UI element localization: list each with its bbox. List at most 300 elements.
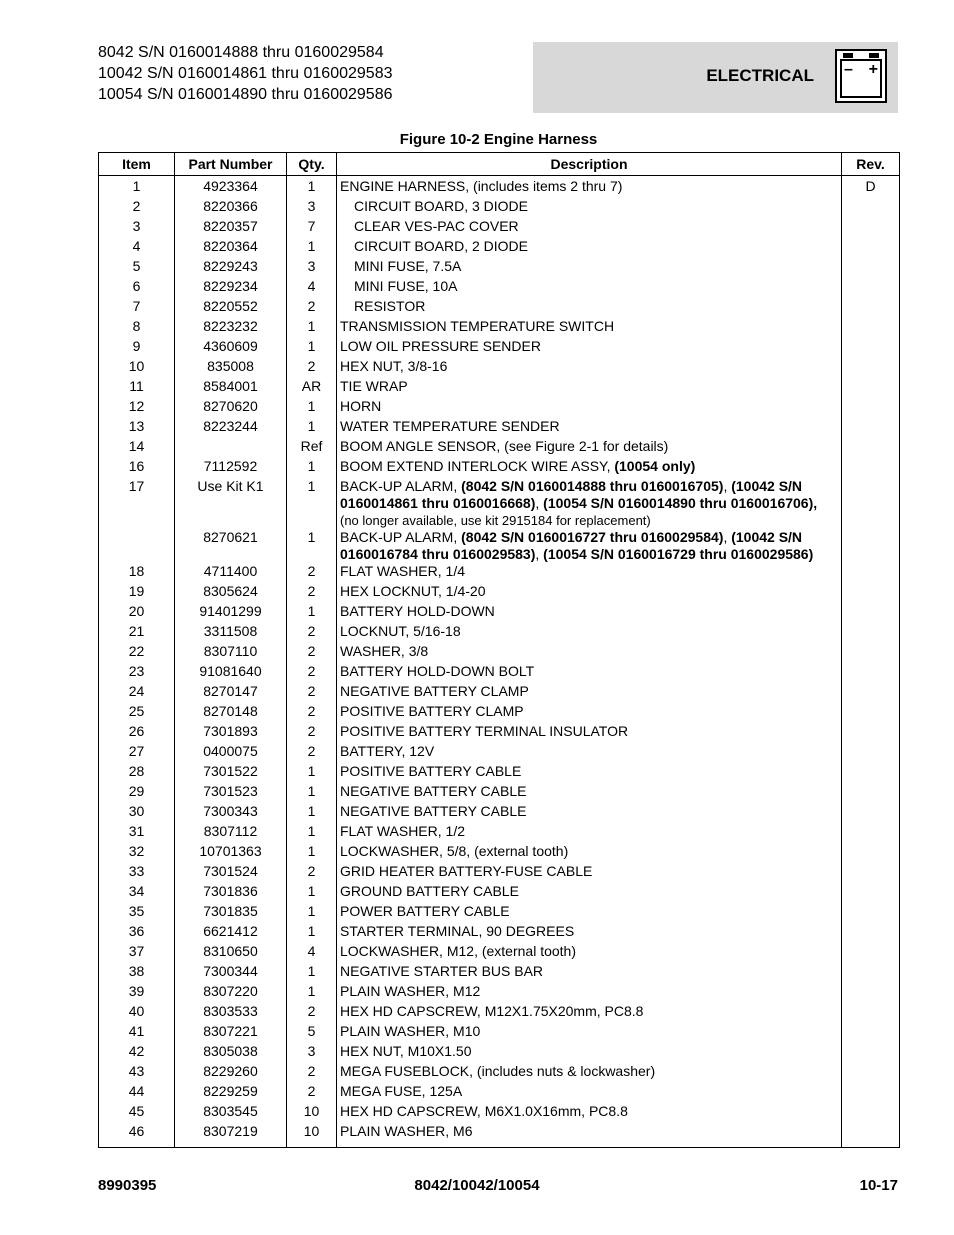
item-number-cell: 34	[99, 883, 175, 903]
revision-cell	[842, 1003, 900, 1023]
description-cell	[337, 218, 842, 238]
item-number-cell: 21	[99, 623, 175, 643]
description-text: HEX HD CAPSCREW, M12X1.75X20mm, PC8.8	[340, 1003, 644, 1019]
qty-cell: 2	[287, 298, 337, 318]
part-number-cell: 835008	[175, 358, 287, 378]
description-text: (10054 S/N 0160014890 thru 0160016706),	[543, 495, 818, 511]
table-row	[99, 378, 900, 398]
description-cell	[337, 318, 842, 338]
description-cell	[337, 863, 842, 883]
section-title: ELECTRICAL	[706, 66, 814, 85]
table-row	[99, 943, 900, 963]
item-number-cell: 22	[99, 643, 175, 663]
part-number-cell: 7301523	[175, 783, 287, 803]
part-number-cell: 4923364	[175, 176, 287, 199]
description-cell	[337, 438, 842, 458]
qty-cell: 2	[287, 743, 337, 763]
battery-icon: – +	[835, 49, 887, 103]
revision-cell	[842, 983, 900, 1003]
part-number-cell: 91081640	[175, 663, 287, 683]
item-number-cell: 14	[99, 438, 175, 458]
item-number-cell: 32	[99, 843, 175, 863]
part-number-cell: 8220552	[175, 298, 287, 318]
description-text: (10042 S/N 0160016784 thru 0160029583)	[340, 529, 803, 562]
revision-cell	[842, 198, 900, 218]
part-number-cell: 8229260	[175, 1063, 287, 1083]
revision-cell	[842, 623, 900, 643]
item-number-cell: 42	[99, 1043, 175, 1063]
part-number-cell: 8305038	[175, 1043, 287, 1063]
item-number-cell: 44	[99, 1083, 175, 1103]
part-number-cell: 8270148	[175, 703, 287, 723]
description-text: HEX LOCKNUT, 1/4-20	[340, 583, 486, 599]
table-row	[99, 529, 900, 563]
item-number-cell: 25	[99, 703, 175, 723]
item-number-cell: 17	[99, 478, 175, 529]
model-numbers: 8042/10042/10054	[414, 1177, 540, 1194]
item-number-cell: 26	[99, 723, 175, 743]
qty-cell: 1	[287, 803, 337, 823]
parts-table-body	[99, 176, 900, 1148]
table-row	[99, 218, 900, 238]
description-text: PLAIN WASHER, M10	[340, 1023, 481, 1039]
qty-cell: 1	[287, 176, 337, 199]
table-row	[99, 238, 900, 258]
qty-cell: 2	[287, 1083, 337, 1103]
description-cell	[337, 1003, 842, 1023]
revision-cell	[842, 763, 900, 783]
table-row	[99, 923, 900, 943]
item-number-cell: 29	[99, 783, 175, 803]
description-cell	[337, 378, 842, 398]
description-cell	[337, 563, 842, 583]
item-number-cell: 31	[99, 823, 175, 843]
description-cell	[337, 823, 842, 843]
item-number-cell: 35	[99, 903, 175, 923]
description-text: PLAIN WASHER, M6	[340, 1123, 473, 1139]
description-text: BOOM EXTEND INTERLOCK WIRE ASSY,	[340, 458, 615, 474]
description-text: LOW OIL PRESSURE SENDER	[340, 338, 541, 354]
description-text: LOCKWASHER, 5/8, (external tooth)	[340, 843, 569, 859]
revision-cell	[842, 338, 900, 358]
description-text: BATTERY, 12V	[340, 743, 435, 759]
description-cell	[337, 478, 842, 529]
qty-cell: 1	[287, 843, 337, 863]
revision-cell	[842, 683, 900, 703]
table-row	[99, 418, 900, 438]
part-number-cell: 91401299	[175, 603, 287, 623]
qty-cell: 7	[287, 218, 337, 238]
revision-cell	[842, 963, 900, 983]
item-number-cell: 24	[99, 683, 175, 703]
part-number-cell: 8229234	[175, 278, 287, 298]
description-cell	[337, 338, 842, 358]
table-row	[99, 803, 900, 823]
qty-cell: 1	[287, 963, 337, 983]
part-number-cell: 7301524	[175, 863, 287, 883]
item-number-cell: 23	[99, 663, 175, 683]
description-text: MINI FUSE, 7.5A	[354, 258, 462, 274]
revision-cell	[842, 643, 900, 663]
revision-cell	[842, 218, 900, 238]
revision-cell	[842, 923, 900, 943]
description-cell	[337, 803, 842, 823]
description-cell	[337, 583, 842, 603]
item-number-cell: 45	[99, 1103, 175, 1123]
column-header-item: Item	[99, 153, 175, 176]
item-number-cell: 2	[99, 198, 175, 218]
description-cell	[337, 903, 842, 923]
description-text: ,	[723, 529, 732, 545]
description-cell	[337, 298, 842, 318]
qty-cell: 2	[287, 358, 337, 378]
page-number: 10-17	[859, 1177, 898, 1194]
description-text: HEX NUT, 3/8-16	[340, 358, 448, 374]
table-row	[99, 258, 900, 278]
revision-cell	[842, 318, 900, 338]
table-row	[99, 563, 900, 583]
description-text: BACK-UP ALARM,	[340, 478, 462, 494]
revision-cell	[842, 723, 900, 743]
description-text: (no longer available, use kit 2915184 for replacement)	[340, 513, 651, 528]
description-cell	[337, 643, 842, 663]
qty-cell: 2	[287, 863, 337, 883]
qty-cell: 1	[287, 903, 337, 923]
qty-cell: 3	[287, 258, 337, 278]
qty-cell: 2	[287, 703, 337, 723]
qty-cell: 3	[287, 198, 337, 218]
part-number-cell: 6621412	[175, 923, 287, 943]
description-text: CIRCUIT BOARD, 2 DIODE	[354, 238, 528, 254]
table-row	[99, 358, 900, 378]
part-number-cell: 8220364	[175, 238, 287, 258]
part-number-cell: 8584001	[175, 378, 287, 398]
description-cell	[337, 743, 842, 763]
description-text: MEGA FUSEBLOCK, (includes nuts & lockwasher)	[340, 1063, 656, 1079]
description-text: HEX HD CAPSCREW, M6X1.0X16mm, PC8.8	[340, 1103, 628, 1119]
description-cell	[337, 398, 842, 418]
part-number-cell: 7112592	[175, 458, 287, 478]
description-cell	[337, 763, 842, 783]
item-number-cell	[99, 529, 175, 563]
description-text: POSITIVE BATTERY TERMINAL INSULATOR	[340, 723, 629, 739]
revision-cell	[842, 783, 900, 803]
column-header-qty: Qty.	[287, 153, 337, 176]
revision-cell	[842, 1103, 900, 1123]
table-row	[99, 398, 900, 418]
part-number-cell: 8223244	[175, 418, 287, 438]
table-row	[99, 663, 900, 683]
description-text: BACK-UP ALARM,	[340, 529, 462, 545]
description-cell	[337, 1043, 842, 1063]
qty-cell: 2	[287, 723, 337, 743]
revision-cell	[842, 663, 900, 683]
document-number: 8990395	[98, 1177, 157, 1194]
item-number-cell: 46	[99, 1123, 175, 1148]
table-row	[99, 198, 900, 218]
description-text: GROUND BATTERY CABLE	[340, 883, 519, 899]
table-row	[99, 723, 900, 743]
revision-cell	[842, 238, 900, 258]
qty-cell: 2	[287, 643, 337, 663]
description-text: LOCKNUT, 5/16-18	[340, 623, 461, 639]
item-number-cell: 11	[99, 378, 175, 398]
table-header-row	[99, 153, 900, 176]
description-text: CLEAR VES-PAC COVER	[354, 218, 519, 234]
description-text: MEGA FUSE, 125A	[340, 1083, 463, 1099]
table-row	[99, 843, 900, 863]
revision-cell	[842, 378, 900, 398]
qty-cell: 1	[287, 923, 337, 943]
revision-cell	[842, 358, 900, 378]
table-row	[99, 298, 900, 318]
revision-cell	[842, 1123, 900, 1148]
qty-cell: 1	[287, 983, 337, 1003]
item-number-cell: 37	[99, 943, 175, 963]
description-cell	[337, 1123, 842, 1148]
qty-cell: 2	[287, 623, 337, 643]
revision-cell	[842, 703, 900, 723]
qty-cell: 1	[287, 783, 337, 803]
description-text: ENGINE HARNESS, (includes items 2 thru 7)	[340, 178, 623, 194]
description-cell	[337, 1103, 842, 1123]
description-text: BOOM ANGLE SENSOR, (see Figure 2-1 for details)	[340, 438, 669, 454]
qty-cell: 4	[287, 943, 337, 963]
revision-cell	[842, 863, 900, 883]
qty-cell: AR	[287, 378, 337, 398]
part-number-cell: 8223232	[175, 318, 287, 338]
table-row	[99, 763, 900, 783]
serial-line: 10054 S/N 0160014890 thru 0160029586	[98, 86, 393, 103]
revision-cell	[842, 278, 900, 298]
description-cell	[337, 703, 842, 723]
revision-cell	[842, 603, 900, 623]
serial-range-header	[98, 42, 392, 105]
table-row	[99, 176, 900, 199]
qty-cell: 1	[287, 398, 337, 418]
qty-cell: 1	[287, 418, 337, 438]
column-header-part-number: Part Number	[175, 153, 287, 176]
part-number-cell: 7301893	[175, 723, 287, 743]
table-row	[99, 1043, 900, 1063]
revision-cell	[842, 883, 900, 903]
description-text: POSITIVE BATTERY CLAMP	[340, 703, 524, 719]
item-number-cell: 8	[99, 318, 175, 338]
part-number-cell: 8220357	[175, 218, 287, 238]
qty-cell: 1	[287, 238, 337, 258]
part-number-cell: 8229243	[175, 258, 287, 278]
item-number-cell: 3	[99, 218, 175, 238]
table-row	[99, 338, 900, 358]
item-number-cell: 43	[99, 1063, 175, 1083]
table-row	[99, 823, 900, 843]
table-row	[99, 603, 900, 623]
revision-cell	[842, 1083, 900, 1103]
revision-cell	[842, 1063, 900, 1083]
table-row	[99, 683, 900, 703]
part-number-cell: 8270147	[175, 683, 287, 703]
qty-cell: 1	[287, 883, 337, 903]
description-cell	[337, 603, 842, 623]
item-number-cell: 9	[99, 338, 175, 358]
description-text: RESISTOR	[354, 298, 426, 314]
description-cell	[337, 1083, 842, 1103]
column-header-rev: Rev.	[842, 153, 900, 176]
revision-cell	[842, 843, 900, 863]
description-text: CIRCUIT BOARD, 3 DIODE	[354, 198, 528, 214]
qty-cell: 1	[287, 823, 337, 843]
description-cell	[337, 623, 842, 643]
parts-table	[98, 152, 900, 1148]
item-number-cell: 19	[99, 583, 175, 603]
table-row	[99, 1083, 900, 1103]
figure-title: Figure 10-2 Engine Harness	[399, 131, 598, 148]
part-number-cell: 8307220	[175, 983, 287, 1003]
part-number-cell	[175, 438, 287, 458]
item-number-cell: 30	[99, 803, 175, 823]
part-number-cell: 4711400	[175, 563, 287, 583]
revision-cell	[842, 823, 900, 843]
table-row	[99, 623, 900, 643]
item-number-cell: 27	[99, 743, 175, 763]
table-row	[99, 458, 900, 478]
part-number-cell: 8307219	[175, 1123, 287, 1148]
part-number-cell: 3311508	[175, 623, 287, 643]
revision-cell	[842, 418, 900, 438]
description-cell	[337, 529, 842, 563]
description-text: POSITIVE BATTERY CABLE	[340, 763, 522, 779]
section-banner	[533, 42, 898, 113]
qty-cell: Ref	[287, 438, 337, 458]
revision-cell	[842, 563, 900, 583]
table-row	[99, 318, 900, 338]
item-number-cell: 5	[99, 258, 175, 278]
table-row	[99, 783, 900, 803]
table-row	[99, 278, 900, 298]
table-row	[99, 863, 900, 883]
description-text: BATTERY HOLD-DOWN	[340, 603, 495, 619]
description-text: (8042 S/N 0160014888 thru 0160016705)	[461, 478, 724, 494]
table-row	[99, 583, 900, 603]
part-number-cell: 7301835	[175, 903, 287, 923]
item-number-cell: 41	[99, 1023, 175, 1043]
table-row	[99, 643, 900, 663]
description-cell	[337, 663, 842, 683]
revision-cell	[842, 258, 900, 278]
description-cell	[337, 198, 842, 218]
description-text: TIE WRAP	[340, 378, 408, 394]
description-cell	[337, 843, 842, 863]
qty-cell: 1	[287, 458, 337, 478]
description-text: GRID HEATER BATTERY-FUSE CABLE	[340, 863, 593, 879]
description-cell	[337, 963, 842, 983]
qty-cell: 5	[287, 1023, 337, 1043]
qty-cell: 2	[287, 663, 337, 683]
description-text: TRANSMISSION TEMPERATURE SWITCH	[340, 318, 615, 334]
description-text: LOCKWASHER, M12, (external tooth)	[340, 943, 577, 959]
part-number-cell: 8303533	[175, 1003, 287, 1023]
table-row	[99, 743, 900, 763]
description-cell	[337, 358, 842, 378]
qty-cell: 2	[287, 1063, 337, 1083]
qty-cell: 1	[287, 338, 337, 358]
description-text: ,	[535, 546, 544, 562]
revision-cell	[842, 1023, 900, 1043]
revision-cell	[842, 438, 900, 458]
item-number-cell: 33	[99, 863, 175, 883]
part-number-cell: 8270621	[175, 529, 287, 563]
description-cell	[337, 238, 842, 258]
description-cell	[337, 943, 842, 963]
part-number-cell: 8220366	[175, 198, 287, 218]
description-text: (8042 S/N 0160016727 thru 0160029584)	[461, 529, 724, 545]
description-text: HEX NUT, M10X1.50	[340, 1043, 472, 1059]
item-number-cell: 28	[99, 763, 175, 783]
description-text: HORN	[340, 398, 382, 414]
description-text: FLAT WASHER, 1/4	[340, 563, 465, 579]
part-number-cell: 8307221	[175, 1023, 287, 1043]
description-cell	[337, 983, 842, 1003]
qty-cell: 1	[287, 318, 337, 338]
item-number-cell: 4	[99, 238, 175, 258]
qty-cell: 2	[287, 683, 337, 703]
qty-cell: 2	[287, 583, 337, 603]
table-row	[99, 963, 900, 983]
revision-cell	[842, 1043, 900, 1063]
serial-line: 8042 S/N 0160014888 thru 0160029584	[98, 44, 384, 61]
part-number-cell: 8270620	[175, 398, 287, 418]
item-number-cell: 7	[99, 298, 175, 318]
revision-cell	[842, 803, 900, 823]
item-number-cell: 10	[99, 358, 175, 378]
part-number-cell: 10701363	[175, 843, 287, 863]
part-number-cell: 8310650	[175, 943, 287, 963]
qty-cell: 1	[287, 763, 337, 783]
item-number-cell: 13	[99, 418, 175, 438]
table-row	[99, 703, 900, 723]
description-cell	[337, 176, 842, 199]
description-text: ,	[723, 478, 732, 494]
revision-cell	[842, 529, 900, 563]
description-text: MINI FUSE, 10A	[354, 278, 458, 294]
part-number-cell: 8307110	[175, 643, 287, 663]
description-text: NEGATIVE BATTERY CABLE	[340, 783, 527, 799]
revision-cell	[842, 583, 900, 603]
table-row	[99, 1023, 900, 1043]
table-row	[99, 1103, 900, 1123]
table-row	[99, 903, 900, 923]
qty-cell: 2	[287, 1003, 337, 1023]
qty-cell: 1	[287, 478, 337, 529]
part-number-cell: Use Kit K1	[175, 478, 287, 529]
description-text: FLAT WASHER, 1/2	[340, 823, 465, 839]
description-text: NEGATIVE BATTERY CABLE	[340, 803, 527, 819]
item-number-cell: 6	[99, 278, 175, 298]
item-number-cell: 36	[99, 923, 175, 943]
qty-cell: 2	[287, 563, 337, 583]
description-text: WASHER, 3/8	[340, 643, 429, 659]
description-text: STARTER TERMINAL, 90 DEGREES	[340, 923, 575, 939]
item-number-cell: 40	[99, 1003, 175, 1023]
serial-line: 10042 S/N 0160014861 thru 0160029583	[98, 65, 393, 82]
description-cell	[337, 783, 842, 803]
revision-cell	[842, 478, 900, 529]
part-number-cell: 7300343	[175, 803, 287, 823]
description-text: (10054 S/N 0160016729 thru 0160029586)	[543, 546, 814, 562]
description-cell	[337, 258, 842, 278]
item-number-cell: 38	[99, 963, 175, 983]
table-row	[99, 983, 900, 1003]
